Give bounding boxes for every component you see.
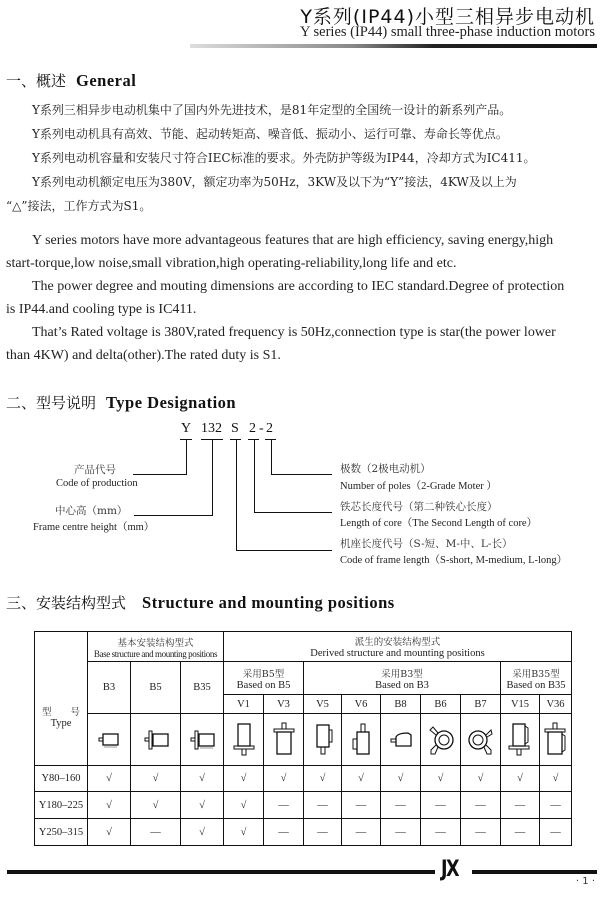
type-header-cell [35, 632, 88, 766]
section-general-heading [6, 70, 136, 91]
cell: √ [88, 792, 131, 819]
footer-rule-right [472, 870, 597, 874]
motor-v1-icon [232, 721, 256, 759]
motor-b7-icon [466, 723, 496, 757]
subgroup-cn: 采用B5型 [242, 668, 285, 680]
code-part-core: 2 [249, 421, 256, 436]
section-designation-heading [6, 392, 236, 413]
cell: √ [264, 766, 304, 792]
heading-en: General [76, 71, 137, 90]
label-frame-length-en: Code of frame length（S-short, M-medium, L-long） [340, 555, 568, 566]
cell: √ [181, 766, 224, 792]
icon-cell [264, 714, 304, 766]
cn-paragraph: “△”接法，工作方式为S1。 [6, 199, 152, 213]
icon-cell [461, 714, 501, 766]
cell: — [342, 792, 381, 819]
col-b3: B3 [88, 662, 131, 714]
col-b7: B7 [461, 695, 501, 714]
cell: √ [224, 766, 264, 792]
motor-b5-icon [141, 728, 171, 752]
heading-en: Structure and mounting positions [142, 593, 395, 612]
col-v36: V36 [540, 695, 572, 714]
motor-b35-icon [187, 728, 217, 752]
cell: √ [501, 766, 540, 792]
label-frame-height-cn: 中心高（mm） [55, 505, 128, 517]
cell: √ [181, 819, 224, 846]
col-v6: V6 [342, 695, 381, 714]
cn-paragraph: Y系列电动机具有高效、节能、起动转矩高、噪音低、振动小、运行可靠、寿命长等优点。 [32, 127, 508, 141]
label-production-cn: 产品代号 [74, 464, 116, 476]
derived-group-header [224, 632, 572, 662]
motor-v15-icon [507, 721, 533, 759]
col-v1: V1 [224, 695, 264, 714]
subgroup-en: Based on B3 [375, 679, 429, 691]
table-row [35, 766, 572, 792]
subgroup-b35 [501, 662, 572, 695]
subgroup-cn: 采用B35型 [512, 668, 560, 680]
code-part-y: Y [181, 421, 192, 436]
base-group-cn: 基本安装结构型式 [117, 637, 194, 649]
cell: — [264, 819, 304, 846]
motor-v3-icon [272, 721, 296, 759]
cell: √ [381, 766, 421, 792]
code-part-dash: - [259, 421, 264, 436]
type-header-cn: 型 号 [41, 707, 80, 718]
subgroup-en: Based on B5 [236, 679, 291, 691]
cell: — [501, 792, 540, 819]
cn-paragraph: Y系列电动机额定电压为380V，额定功率为50Hz，3KW及以下为“Y”接法，4KW及以上为 [32, 175, 517, 189]
cell: √ [224, 819, 264, 846]
icon-cell [304, 714, 342, 766]
subgroup-b3 [304, 662, 501, 695]
cell: — [501, 819, 540, 846]
header-gradient-bar [190, 44, 597, 48]
cell: — [304, 792, 342, 819]
col-b35: B35 [181, 662, 224, 714]
cell: — [381, 792, 421, 819]
type-header-en: Type [50, 718, 72, 729]
heading-cn: 一、概述 [6, 72, 67, 90]
cell: √ [224, 792, 264, 819]
cell: — [131, 819, 181, 846]
label-frame-height-en: Frame centre height（mm） [33, 522, 155, 533]
row-type: Y250–315 [35, 819, 88, 846]
cell: — [421, 792, 461, 819]
cell: √ [88, 819, 131, 846]
cell: — [304, 819, 342, 846]
code-part-length: S [231, 421, 239, 436]
heading-cn: 二、型号说明 [6, 394, 97, 412]
cell: — [264, 792, 304, 819]
en-line: than 4KW) and delta(other).The rated duty is S1. [6, 348, 281, 363]
col-b5: B5 [131, 662, 181, 714]
cell: — [421, 819, 461, 846]
derived-group-cn: 派生的安装结构型式 [354, 637, 441, 648]
cell: √ [131, 792, 181, 819]
cell: √ [88, 766, 131, 792]
icon-cell [421, 714, 461, 766]
cell: — [461, 792, 501, 819]
mounting-table [34, 631, 572, 846]
icon-cell [88, 714, 131, 766]
derived-group-en: Derived structure and mounting positions [310, 648, 485, 659]
table-row [35, 792, 572, 819]
icon-cell [501, 714, 540, 766]
cell: — [461, 819, 501, 846]
table-row [35, 819, 572, 846]
cn-paragraph: Y系列三相异步电动机集中了国内外先进技术，是81年定型的全国统一设计的新系列产品。 [32, 103, 512, 117]
label-core-en: Length of core（The Second Length of core） [340, 518, 538, 529]
col-v3: V3 [264, 695, 304, 714]
cell: √ [540, 766, 572, 792]
base-group-en: Base structure and mounting positions [93, 648, 218, 659]
motor-b8-icon [386, 728, 416, 752]
icon-row [35, 714, 572, 766]
section-mounting-heading [6, 592, 395, 613]
col-b8: B8 [381, 695, 421, 714]
en-line: The power degree and mouting dimensions are according to IEC standard.Degree of protection [32, 279, 565, 294]
motor-v36-icon [543, 721, 569, 759]
row-type: Y180–225 [35, 792, 88, 819]
icon-cell [131, 714, 181, 766]
motor-b6-icon [426, 723, 456, 757]
subgroup-en: Based on B35 [506, 679, 566, 691]
en-line: Y series motors have more advantageous features that are high efficiency, saving energy,high [32, 233, 554, 248]
cell: — [540, 792, 572, 819]
header-title-en: Y series (IP44) small three-phase induction motors [299, 24, 595, 40]
icon-cell [181, 714, 224, 766]
company-logo: JX [441, 857, 458, 882]
motor-v5-icon [311, 721, 335, 759]
col-v15: V15 [501, 695, 540, 714]
motor-v6-icon [349, 721, 373, 759]
label-production-en: Code of production [56, 478, 138, 489]
code-part-poles: 2 [266, 421, 273, 436]
cell: √ [342, 766, 381, 792]
en-line: is IP44.and cooling type is IC411. [6, 302, 197, 317]
col-v5: V5 [304, 695, 342, 714]
cn-paragraph: Y系列电动机容量和安装尺寸符合IEC标准的要求。外壳防护等级为IP44，冷却方式为IC411。 [32, 151, 536, 165]
en-line: That’s Rated voltage is 380V,rated frequency is 50Hz,connection type is star(the power lower [32, 325, 556, 340]
subgroup-cn: 采用B3型 [381, 668, 423, 680]
cell: √ [181, 792, 224, 819]
en-line: start-torque,low noise,small vibration,high operating-reliability,long life and etc. [6, 256, 457, 271]
cell: — [540, 819, 572, 846]
icon-cell [342, 714, 381, 766]
subgroup-b5 [224, 662, 304, 695]
heading-en: Type Designation [106, 393, 237, 412]
cell: — [342, 819, 381, 846]
base-group-header [88, 632, 224, 662]
cell: √ [304, 766, 342, 792]
icon-cell [381, 714, 421, 766]
cell: √ [131, 766, 181, 792]
label-poles-cn: 极数（2极电动机） [340, 463, 431, 475]
header-title-cn: Y系列(IP44)小型三相异步电动机 [300, 6, 595, 28]
label-frame-length-cn: 机座长度代号（S-短、M-中、L-长） [340, 538, 513, 550]
icon-cell [224, 714, 264, 766]
col-b6: B6 [421, 695, 461, 714]
cell: √ [421, 766, 461, 792]
label-poles-en: Number of poles（2-Grade Moter ） [340, 481, 497, 492]
icon-cell [540, 714, 572, 766]
cell: √ [461, 766, 501, 792]
footer-rule-left [7, 870, 435, 874]
motor-b3-icon [94, 728, 124, 752]
row-type: Y80–160 [35, 766, 88, 792]
code-part-frame: 132 [201, 421, 222, 436]
heading-cn: 三、安装结构型式 [6, 594, 127, 612]
cell: — [381, 819, 421, 846]
page-number: · 1 · [575, 876, 595, 887]
label-core-cn: 铁芯长度代号（第二种铁心长度） [340, 501, 498, 513]
